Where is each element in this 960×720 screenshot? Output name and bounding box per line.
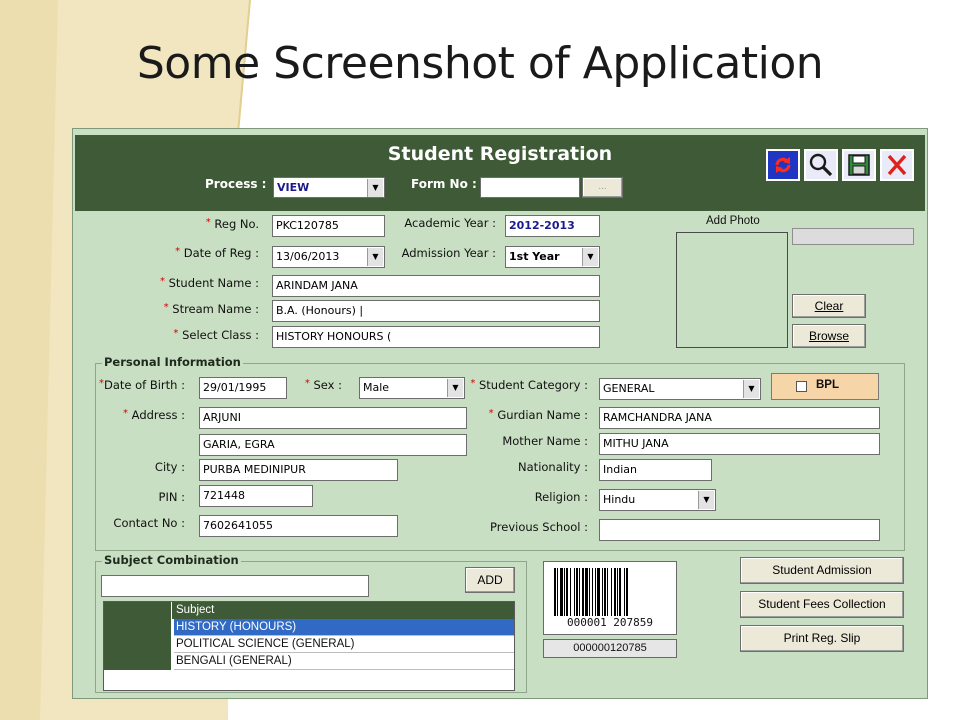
address-line1-input[interactable]: ARJUNI bbox=[199, 407, 467, 429]
subject-cell[interactable]: HISTORY (HONOURS) bbox=[174, 619, 514, 636]
form-title: Student Registration bbox=[387, 143, 613, 165]
city-input[interactable]: PURBA MEDINIPUR bbox=[199, 459, 398, 481]
fees-collection-button[interactable]: Student Fees Collection bbox=[740, 591, 904, 618]
stream-name-label: * Stream Name : bbox=[163, 302, 259, 316]
admission-year-label: Admission Year : bbox=[401, 246, 496, 260]
chevron-down-icon: ▼ bbox=[698, 491, 714, 509]
subject-cell[interactable]: BENGALI (GENERAL) bbox=[174, 653, 514, 670]
barcode-bar bbox=[597, 568, 600, 616]
barcode-bar bbox=[582, 568, 584, 616]
barcode-bar bbox=[626, 568, 628, 616]
guardian-name-label: * Gurdian Name : bbox=[488, 408, 588, 422]
subject-grid bbox=[103, 601, 515, 691]
browse-photo-button[interactable]: Browse bbox=[792, 324, 866, 348]
contact-no-input[interactable]: 7602641055 bbox=[199, 515, 398, 537]
city-label: City : bbox=[154, 460, 185, 474]
barcode-bar bbox=[611, 568, 612, 616]
subject-grid-header bbox=[104, 602, 514, 619]
refresh-icon bbox=[768, 151, 798, 179]
search-icon bbox=[806, 151, 836, 179]
photo-frame[interactable] bbox=[676, 232, 788, 348]
form-header bbox=[75, 135, 925, 211]
bpl-checkbox-panel[interactable] bbox=[771, 373, 879, 400]
form-no-input[interactable] bbox=[480, 177, 580, 198]
close-button[interactable] bbox=[880, 149, 914, 181]
subject-column-header: Subject bbox=[176, 604, 215, 616]
sex-label: * Sex : bbox=[304, 378, 342, 392]
reg-no-label: * Reg No. bbox=[205, 217, 259, 231]
academic-year-input[interactable]: 2012-2013 bbox=[505, 215, 600, 237]
personal-info-title: Personal Information bbox=[104, 355, 241, 369]
address-label: * Address : bbox=[123, 408, 185, 422]
barcode-panel bbox=[543, 561, 677, 635]
religion-select[interactable] bbox=[599, 489, 716, 511]
barcode-bar bbox=[595, 568, 596, 616]
mother-name-label: Mother Name : bbox=[502, 434, 588, 448]
barcode-bar bbox=[574, 568, 575, 616]
refresh-button[interactable] bbox=[766, 149, 800, 181]
barcode-caption: 000001 207859 bbox=[544, 616, 676, 629]
previous-school-label: Previous School : bbox=[490, 520, 588, 534]
save-button[interactable] bbox=[842, 149, 876, 181]
form-no-label: Form No : bbox=[411, 177, 477, 191]
photo-path-field bbox=[792, 228, 914, 245]
barcode-bar bbox=[566, 568, 568, 616]
process-label: Process : bbox=[205, 177, 267, 191]
table-row[interactable] bbox=[104, 636, 514, 653]
barcode-bar bbox=[614, 568, 616, 616]
admission-year-select[interactable] bbox=[505, 246, 600, 268]
barcode-bar bbox=[592, 568, 593, 616]
barcode-bar bbox=[589, 568, 590, 616]
barcode-bar bbox=[607, 568, 608, 616]
table-row[interactable] bbox=[104, 653, 514, 670]
search-button[interactable] bbox=[804, 149, 838, 181]
slide-title: Some Screenshot of Application bbox=[136, 38, 824, 89]
date-of-reg-label: * Date of Reg : bbox=[175, 246, 259, 260]
row-selector[interactable] bbox=[104, 619, 172, 636]
select-class-label: * Select Class : bbox=[173, 328, 259, 342]
barcode-number: 000000120785 bbox=[543, 639, 677, 658]
barcode-bar bbox=[576, 568, 578, 616]
add-subject-button[interactable]: ADD bbox=[465, 567, 515, 593]
student-name-input[interactable]: ARINDAM JANA bbox=[272, 275, 600, 297]
barcode-bar bbox=[560, 568, 563, 616]
barcode-bar bbox=[617, 568, 618, 616]
form-no-lookup-button[interactable]: ... bbox=[582, 177, 623, 198]
subject-cell[interactable]: POLITICAL SCIENCE (GENERAL) bbox=[174, 636, 514, 653]
dob-label: *Date of Birth : bbox=[98, 378, 185, 392]
address-line2-input[interactable]: GARIA, EGRA bbox=[199, 434, 467, 456]
academic-year-label: Academic Year : bbox=[404, 216, 496, 230]
chevron-down-icon: ▼ bbox=[367, 248, 383, 266]
dob-input[interactable]: 29/01/1995 bbox=[199, 377, 287, 399]
subject-input[interactable] bbox=[101, 575, 369, 597]
chevron-down-icon: ▼ bbox=[447, 379, 463, 397]
process-select[interactable] bbox=[273, 177, 385, 198]
barcode-bar bbox=[624, 568, 625, 616]
barcode-bar bbox=[604, 568, 606, 616]
bpl-label: BPL bbox=[816, 379, 839, 391]
student-name-label: * Student Name : bbox=[159, 276, 259, 290]
barcode-bar bbox=[564, 568, 565, 616]
sex-select[interactable] bbox=[359, 377, 465, 399]
barcode-bar bbox=[557, 568, 558, 616]
close-icon bbox=[882, 151, 912, 179]
process-value: VIEW bbox=[277, 181, 310, 194]
pin-label: PIN : bbox=[158, 490, 185, 504]
table-row[interactable] bbox=[104, 619, 514, 636]
student-category-select[interactable] bbox=[599, 378, 761, 400]
row-selector[interactable] bbox=[104, 653, 172, 670]
row-selector[interactable] bbox=[104, 636, 172, 653]
student-category-value: GENERAL bbox=[603, 382, 655, 395]
chevron-down-icon: ▼ bbox=[582, 248, 598, 266]
barcode-bar bbox=[554, 568, 556, 616]
contact-no-label: Contact No : bbox=[113, 516, 185, 530]
bpl-checkbox[interactable] bbox=[796, 381, 807, 392]
barcode-bar bbox=[585, 568, 588, 616]
barcode-bar bbox=[579, 568, 580, 616]
sex-value: Male bbox=[363, 381, 390, 394]
subject-combination-title: Subject Combination bbox=[104, 553, 239, 567]
religion-value: Hindu bbox=[603, 493, 636, 506]
print-reg-slip-button[interactable]: Print Reg. Slip bbox=[740, 625, 904, 652]
date-of-reg-value: 13/06/2013 bbox=[276, 250, 340, 263]
add-photo-label: Add Photo bbox=[706, 215, 760, 227]
previous-school-input[interactable] bbox=[599, 519, 880, 541]
reg-no-input[interactable]: PKC120785 bbox=[272, 215, 385, 237]
select-class-input[interactable]: HISTORY HONOURS ( bbox=[272, 326, 600, 348]
nationality-label: Nationality : bbox=[518, 460, 588, 474]
student-admission-button[interactable]: Student Admission bbox=[740, 557, 904, 584]
mother-name-input[interactable]: MITHU JANA bbox=[599, 433, 880, 455]
date-of-reg-picker[interactable] bbox=[272, 246, 385, 268]
guardian-name-input[interactable]: RAMCHANDRA JANA bbox=[599, 407, 880, 429]
student-registration-window bbox=[72, 128, 928, 699]
row-header-corner bbox=[104, 602, 172, 619]
student-category-label: * Student Category : bbox=[470, 378, 588, 392]
save-icon bbox=[844, 151, 874, 179]
chevron-down-icon: ▼ bbox=[367, 179, 383, 197]
religion-label: Religion : bbox=[534, 490, 588, 504]
barcode-bar bbox=[570, 568, 571, 616]
pin-input[interactable]: 721448 bbox=[199, 485, 313, 507]
stream-name-input[interactable]: B.A. (Honours) | bbox=[272, 300, 600, 322]
admission-year-value: 1st Year bbox=[509, 250, 560, 263]
chevron-down-icon: ▼ bbox=[743, 380, 759, 398]
barcode-bar bbox=[602, 568, 603, 616]
clear-photo-button[interactable]: Clear bbox=[792, 294, 866, 318]
barcode-bar bbox=[619, 568, 621, 616]
nationality-input[interactable]: Indian bbox=[599, 459, 712, 481]
